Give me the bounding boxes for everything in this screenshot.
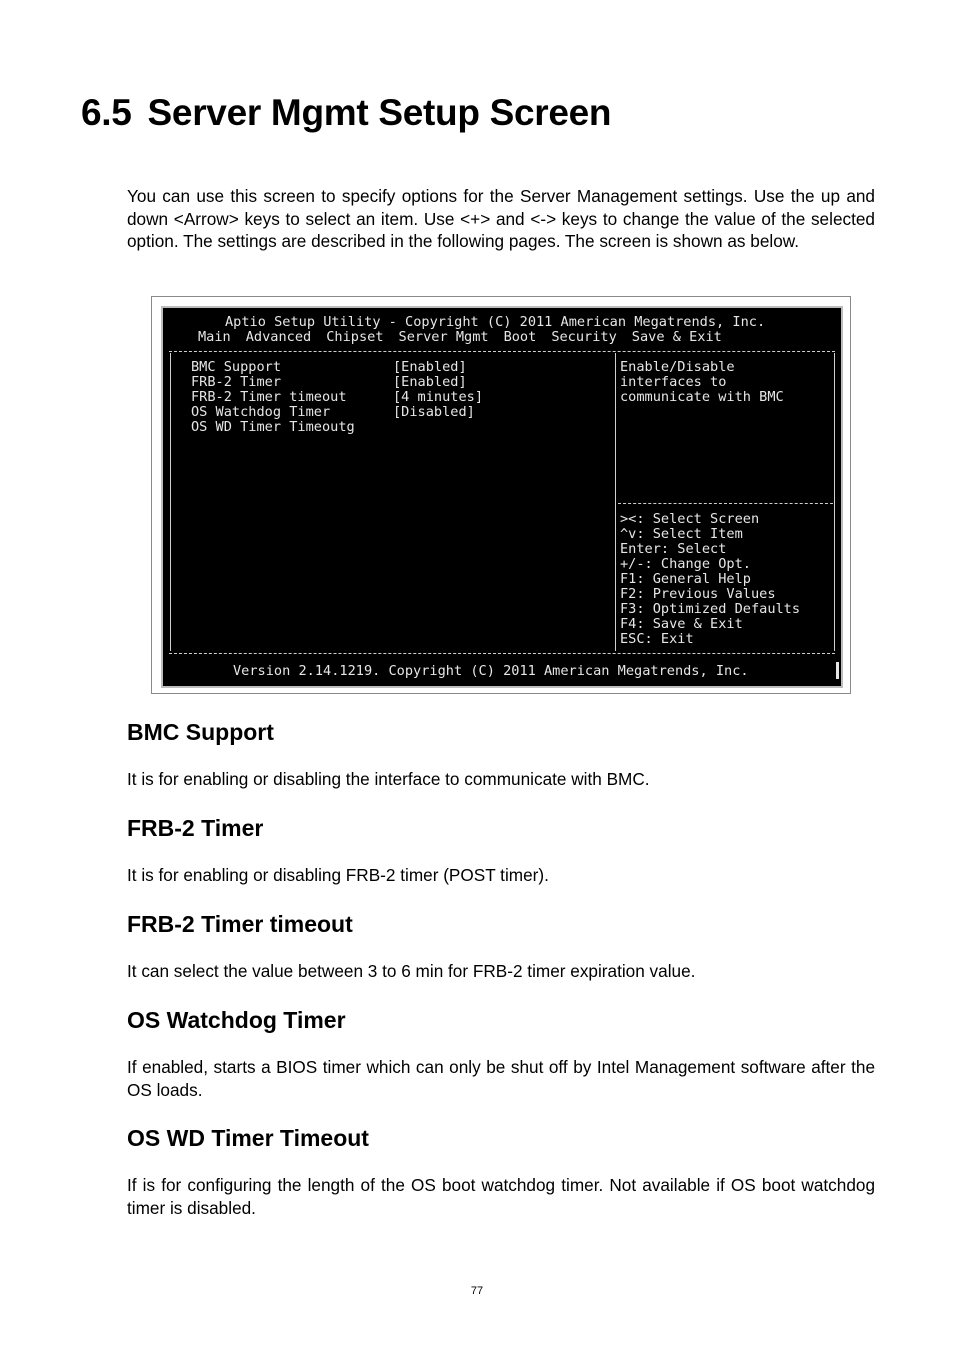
bios-value-frb2-timeout: [4 minutes]	[393, 389, 484, 405]
bios-value-os-watchdog: [Disabled]	[393, 404, 475, 420]
bios-key-line: F1: General Help	[620, 571, 751, 587]
bios-menu-security: Security	[551, 329, 617, 345]
bios-bottom-rule	[169, 653, 835, 654]
bios-key-line: ><: Select Screen	[620, 511, 760, 527]
bios-help-text	[620, 360, 784, 405]
bios-menu-advanced: Advanced	[245, 329, 312, 345]
section-number: 6.5	[81, 92, 132, 133]
bios-key-line: F2: Previous Values	[620, 586, 776, 602]
bios-setup-screenshot	[161, 306, 843, 688]
bios-item-frb2-timer: FRB-2 Timer	[191, 374, 282, 390]
bios-right-rule	[834, 353, 835, 651]
bios-title: Aptio Setup Utility - Copyright (C) 2011 American Megatrends, Inc.	[225, 314, 766, 330]
bios-value-bmc-support: [Enabled]	[393, 359, 467, 375]
section-heading-bmc-support: BMC Support	[127, 719, 274, 745]
bios-menu-save-exit: Save & Exit	[631, 329, 722, 345]
bios-version: Version 2.14.1219. Copyright (C) 2011 American Megatrends, Inc.	[233, 663, 749, 679]
page-number: 77	[470, 1285, 484, 1297]
section-text-frb2-timeout: It can select the value between 3 to 6 min for FRB-2 timer expiration value.	[127, 961, 696, 981]
bios-key-legend	[620, 512, 800, 647]
section-title: Server Mgmt Setup Screen	[147, 92, 612, 133]
section-text-bmc-support: It is for enabling or disabling the interface to communicate with BMC.	[127, 769, 650, 789]
bios-left-rule	[170, 353, 171, 651]
bios-key-line: ^v: Select Item	[620, 526, 743, 542]
bios-key-line: Enter: Select	[620, 541, 727, 557]
section-text-frb2-timer: It is for enabling or disabling FRB-2 timer (POST timer).	[127, 865, 549, 885]
intro-paragraph: You can use this screen to specify options for the Server Management settings. Use the up and down <Arrow> keys to select an item. Use <+> and <-> keys to change the value of the selected option. The settings are described in the following pages. The screen is shown as below.	[127, 186, 875, 252]
bios-item-list	[191, 360, 355, 435]
bios-help-line: interfaces to	[620, 374, 727, 390]
bios-item-os-wd-timeout: OS WD Timer Timeoutg	[191, 419, 355, 435]
bios-menu-boot: Boot	[503, 329, 537, 345]
bios-menu-bar	[198, 330, 722, 345]
bios-cursor	[836, 662, 839, 679]
bios-menu-chipset: Chipset	[326, 329, 384, 345]
bios-key-line: +/-: Change Opt.	[620, 556, 751, 572]
bios-top-rule	[169, 351, 835, 352]
bios-item-frb2-timeout: FRB-2 Timer timeout	[191, 389, 347, 405]
page-heading	[81, 91, 611, 135]
bios-value-frb2-timer: [Enabled]	[393, 374, 467, 390]
section-text-os-watchdog: If enabled, starts a BIOS timer which can only be shut off by Intel Management software after the OS loads.	[127, 1057, 875, 1100]
bios-key-line: F3: Optimized Defaults	[620, 601, 801, 617]
bios-help-line: Enable/Disable	[620, 359, 735, 375]
bios-value-list	[393, 360, 483, 420]
bios-item-bmc-support: BMC Support	[191, 359, 282, 375]
section-heading-os-wd-timeout: OS WD Timer Timeout	[127, 1125, 369, 1151]
section-text-os-wd-timeout: If is for configuring the length of the OS boot watchdog timer. Not available if OS boot watchdog timer is disabled.	[127, 1175, 875, 1218]
bios-key-line: ESC: Exit	[620, 631, 694, 647]
bios-help-line: communicate with BMC	[620, 389, 784, 405]
section-heading-frb2-timeout: FRB-2 Timer timeout	[127, 911, 353, 937]
bios-divider-rule	[615, 353, 616, 651]
bios-menu-server-mgmt: Server Mgmt	[398, 329, 489, 345]
section-heading-frb2-timer: FRB-2 Timer	[127, 815, 264, 841]
bios-item-os-watchdog: OS Watchdog Timer	[191, 404, 331, 420]
bios-help-divider	[618, 503, 833, 504]
bios-key-line: F4: Save & Exit	[620, 616, 743, 632]
section-heading-os-watchdog: OS Watchdog Timer	[127, 1007, 346, 1033]
bios-menu-main: Main	[198, 329, 231, 345]
